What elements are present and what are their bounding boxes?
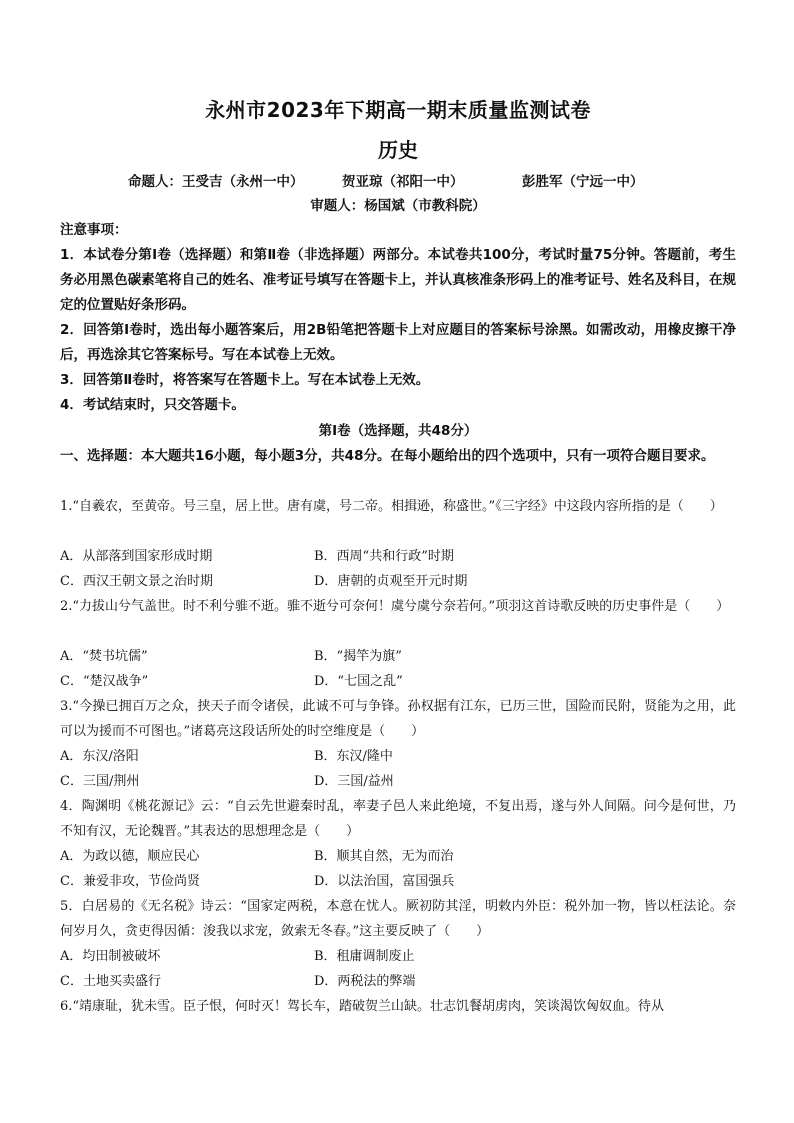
question-4-options-row-2	[60, 869, 736, 894]
q4-option-a: A．为政以德，顺应民心	[60, 849, 200, 864]
note-item-1: 1．本试卷分第Ⅰ卷（选择题）和第Ⅱ卷（非选择题）两部分。本试卷共100分，考试时量75分钟。答题前，考生务必用黑色碳素笔将自己的姓名、准考证号填写在答题卡上，并认真核准条形码上的准考证号、姓名及科目，在规定的位置贴好条形码。	[60, 247, 736, 313]
reviewer-line: 审题人：杨国斌（市教科院）	[310, 198, 486, 214]
notes-heading: 注意事项：	[60, 222, 128, 238]
question-5-options-row-2	[60, 969, 736, 994]
note-item-4: 4．考试结束时，只交答题卡。	[60, 397, 245, 413]
q5-option-d: D．两税法的弊端	[314, 974, 416, 989]
author-1: 命题人：王受吉（永州一中）	[128, 174, 304, 190]
question-3-options-row-2	[60, 769, 736, 794]
question-1-stem: 1.“自羲农，至黄帝。号三皇，居上世。唐有虞，号二帝。相揖逊，称盛世。”《三字经》中这段内容所指的是（ ）	[60, 499, 723, 514]
question-2-options-row-2	[60, 669, 736, 694]
question-1-options-row-1	[60, 544, 736, 569]
question-1-options-row-2	[60, 569, 736, 594]
question-5-options-row-1	[60, 944, 736, 969]
question-4-options-row-1	[60, 844, 736, 869]
q3-option-d: D．三国/益州	[314, 774, 394, 789]
question-6-stem: 6.“靖康耻，犹未雪。臣子恨，何时灭！驾长车，踏破贺兰山缺。壮志饥餐胡虏肉，笑谈渴饮匈奴血。待从	[60, 999, 665, 1014]
section-heading: 第Ⅰ卷（选择题，共48分）	[318, 423, 478, 439]
q2-option-b: B．“揭竿为旗”	[314, 649, 402, 664]
q1-option-d: D．唐朝的贞观至开元时期	[314, 574, 468, 589]
question-2-options-row-1	[60, 644, 736, 669]
q2-option-d: D．“七国之乱”	[314, 674, 403, 689]
question-3-options-row-1	[60, 744, 736, 769]
question-4-stem: 4．陶渊明《桃花源记》云：“自云先世避秦时乱，率妻子邑人来此绝境，不复出焉，遂与外人间隔。问今是何世，乃不知有汉，无论魏晋。”其表达的思想理念是（ ）	[60, 799, 736, 839]
question-3-stem: 3.“今操已拥百万之众，挟天子而令诸侯，此诚不可与争锋。孙权据有江东，已历三世，国险而民附，贤能为之用，此可以为援而不可图也。”诸葛亮这段话所处的时空维度是（ ）	[60, 699, 736, 739]
q5-option-c: C．土地买卖盛行	[60, 974, 161, 989]
q5-option-b: B．租庸调制废止	[314, 949, 415, 964]
author-2: 贺亚琼（祁阳一中）	[342, 174, 464, 190]
exam-title: 永州市2023年下期高一期末质量监测试卷	[205, 98, 591, 122]
section-instruction: 一、选择题：本大题共16小题，每小题3分，共48分。在每小题给出的四个选项中，只有一项符合题目要求。	[60, 448, 715, 464]
q4-option-c: C．兼爱非攻，节俭尚贤	[60, 874, 200, 889]
question-5-stem: 5．白居易的《无名税》诗云：“国家定两税，本意在忧人。厥初防其淫，明敕内外臣：税外加一物，皆以枉法论。奈何岁月久，贪吏得因循：浚我以求宠，敛索无冬春。”这主要反映了（ ）	[60, 899, 736, 939]
q2-option-a: A．“焚书坑儒”	[60, 649, 148, 664]
note-item-2: 2．回答第Ⅰ卷时，选出每小题答案后，用2B铅笔把答题卡上对应题目的答案标号涂黑。如需改动，用橡皮擦干净后，再选涂其它答案标号。写在本试卷上无效。	[60, 322, 736, 363]
q3-option-a: A．东汉/洛阳	[60, 749, 139, 764]
note-item-3: 3．回答第Ⅱ卷时，将答案写在答题卡上。写在本试卷上无效。	[60, 372, 430, 388]
q1-option-a: A．从部落到国家形成时期	[60, 549, 213, 564]
question-2-stem: 2.“力拔山兮气盖世。时不利兮骓不逝。骓不逝兮可奈何！虞兮虞兮奈若何。”项羽这首诗歌反映的历史事件是（ ）	[60, 599, 730, 614]
q1-option-b: B．西周“共和行政”时期	[314, 549, 454, 564]
q3-option-b: B．东汉/隆中	[314, 749, 393, 764]
q2-option-c: C．“楚汉战争”	[60, 674, 149, 689]
exam-subject: 历史	[378, 138, 418, 162]
q4-option-d: D．以法治国，富国强兵	[314, 874, 455, 889]
author-3: 彭胜军（宁远一中）	[522, 174, 644, 190]
q1-option-c: C．西汉王朝文景之治时期	[60, 574, 213, 589]
q3-option-c: C．三国/荆州	[60, 774, 140, 789]
q4-option-b: B．顺其自然，无为而治	[314, 849, 454, 864]
q5-option-a: A．均田制被破坏	[60, 949, 161, 964]
